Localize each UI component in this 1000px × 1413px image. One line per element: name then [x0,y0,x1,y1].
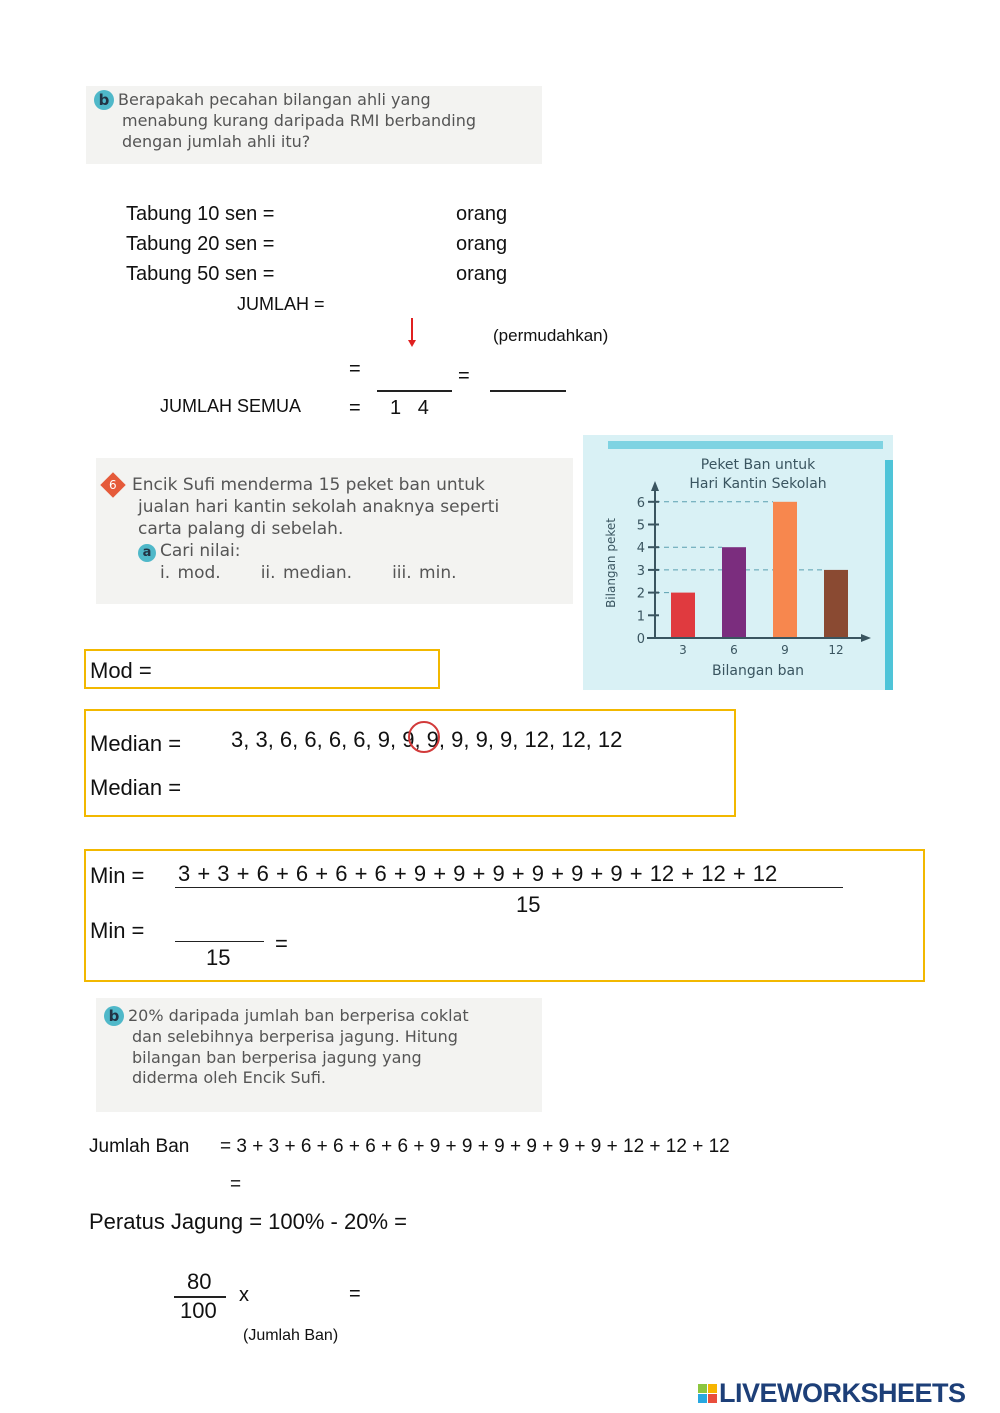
fraction-line [377,390,452,392]
item-mod: i. mod. [160,563,221,584]
peratus-jagung: Peratus Jagung = 100% - 20% = [89,1209,407,1234]
liveworksheets-logo [698,1378,966,1409]
bar-12 [824,570,848,638]
min-label: Min = [90,863,145,888]
y-axis-label: Bilangan peket [604,518,618,608]
question-text: Berapakah pecahan bilangan ahli yang [118,90,431,109]
equals: = [349,1283,361,1305]
equals: = [275,931,288,956]
badge-a: a [138,544,156,562]
red-arrow-icon [411,318,413,342]
mod-answer-box[interactable] [84,649,440,689]
jumlah-ban-expression: = 3 + 3 + 6 + 6 + 6 + 6 + 9 + 9 + 9 + 9 + 9 + 9 + 12 + 12 + 12 [220,1136,730,1157]
fraction-line [175,941,264,942]
fraction-denominator: 100 [180,1298,217,1323]
bar-6 [722,547,746,638]
chart-title: Peket Ban untuk [700,457,816,473]
median-circle [408,721,440,753]
jumlah-ban-note: (Jumlah Ban) [243,1327,339,1344]
bar-9 [773,502,797,638]
badge-6: 6 [100,472,125,497]
question-text: menabung kurang daripada RMI berbanding [122,110,477,130]
equals: = [349,397,361,419]
question-text: carta palang di sebelah. [138,519,344,540]
median-label-2: Median = [90,775,182,800]
question-6-image [96,458,573,604]
equals: = [458,365,470,387]
question-text: Encik Sufi menderma 15 peket ban untuk [132,475,485,495]
fraction-line [175,887,843,888]
y-tick-label: 5 [636,518,645,534]
y-tick-label: 2 [636,586,645,602]
jumlah-label: JUMLAH = [237,294,325,314]
tabung-10-label: Tabung 10 sen = [126,203,275,225]
y-tick-label: 3 [636,563,645,579]
y-axis-arrow-icon [651,481,659,491]
median-label: Median = [90,731,182,756]
sub-question: Cari nilai: [160,541,241,562]
median-answer-box[interactable] [84,709,736,817]
mod-label: Mod = [90,658,152,683]
bar-3 [671,593,695,638]
bar-chart [583,435,893,690]
question-text: dengan jumlah ahli itu? [122,131,311,151]
denominator-14: 1 4 [390,397,429,419]
question-b-image [86,86,542,164]
tabung-10-unit: orang [456,203,508,225]
question-text: 20% daripada jumlah ban berperisa coklat [128,1006,469,1025]
question-text: bilangan ban berperisa jagung yang [132,1047,422,1067]
median-sequence: 3, 3, 6, 6, 6, 6, 9, 9, 9, 9, 9, 9, 12, 12, 12 [231,727,623,752]
tabung-20-unit: orang [456,233,508,255]
item-median: ii. median. [260,563,353,584]
x-axis-arrow-icon [861,634,871,642]
y-tick-label: 4 [636,541,645,557]
min-numerator: 3 + 3 + 6 + 6 + 6 + 6 + 9 + 9 + 9 + 9 + 9 + 9 + 12 + 12 + 12 [178,861,778,886]
logo-icon [698,1384,717,1403]
question-text: dan selebihnya berperisa jagung. Hitung [132,1026,458,1046]
min-label-2: Min = [90,918,145,943]
chart-svg [583,435,893,690]
y-tick-label: 0 [636,632,645,647]
x-tick-label: 3 [679,643,687,657]
question-text: diderma oleh Encik Sufi. [132,1068,326,1088]
x-axis-label: Bilangan ban [712,663,804,679]
chart-title: Hari Kantin Sekolah [689,476,827,492]
red-arrow-head [408,340,416,347]
logo-text: LIVEWORKSHEETS [719,1378,966,1408]
badge-b: b [94,90,114,110]
x-tick-label: 6 [730,643,738,657]
equals: = [230,1174,242,1195]
jumlah-ban-label: Jumlah Ban [89,1136,190,1157]
tabung-50-label: Tabung 50 sen = [126,263,275,285]
fraction-line [490,390,566,392]
x-tick-label: 12 [828,643,844,657]
question-b2-image [96,998,542,1112]
fraction-numerator: 80 [187,1269,212,1294]
question-text: jualan hari kantin sekolah anaknya seperti [138,497,500,518]
tabung-20-label: Tabung 20 sen = [126,233,275,255]
item-min: iii. min. [392,563,457,584]
y-tick-label: 6 [636,495,645,511]
badge-b: b [104,1006,124,1026]
permudahkan-note: (permudahkan) [493,326,609,345]
tabung-50-unit: orang [456,263,508,285]
x-tick-label: 9 [781,643,789,657]
y-tick-label: 1 [636,609,645,625]
min-denominator: 15 [516,892,541,917]
times-sign: x [239,1284,249,1306]
min-denominator-2: 15 [206,945,231,970]
jumlah-semua-label: JUMLAH SEMUA [160,396,302,416]
min-answer-box[interactable] [84,849,925,982]
equals: = [349,358,361,380]
